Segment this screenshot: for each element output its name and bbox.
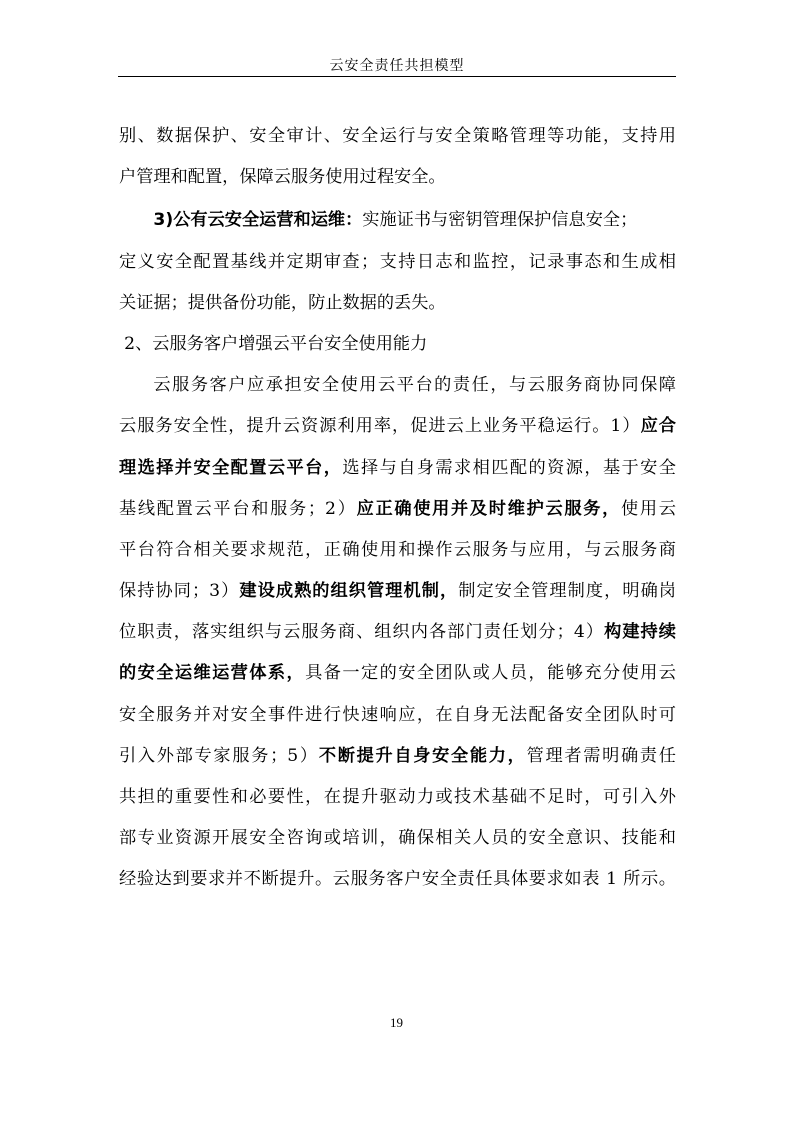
text-line bbox=[119, 489, 676, 530]
text-segment: 安全服务并对安全事件进行快速响应，在自身无法配备安全团队时可 bbox=[119, 704, 676, 725]
bold-emphasis: 3)公有云安全运营和运维： bbox=[153, 210, 363, 231]
text-line bbox=[119, 530, 676, 571]
text-segment: 实施证书与密钥管理保护信息安全； bbox=[362, 210, 638, 231]
bold-emphasis: 应合 bbox=[640, 416, 676, 437]
text-segment: 关证据；提供备份功能，防止数据的丢失。 bbox=[119, 292, 446, 313]
text-segment: 平台符合相关要求规范，正确使用和操作云服务与应用，与云服务商 bbox=[119, 539, 676, 560]
running-header: 云安全责任共担模型 bbox=[329, 58, 465, 74]
text-line bbox=[119, 612, 676, 653]
text-line bbox=[119, 859, 676, 900]
text-line bbox=[119, 157, 676, 198]
text-segment: 引入外部专家服务；5） bbox=[119, 745, 319, 766]
bold-emphasis: 构建持续 bbox=[604, 622, 676, 643]
text-segment: 别、数据保护、安全审计、安全运行与安全策略管理等功能，支持用 bbox=[119, 126, 676, 146]
text-line bbox=[119, 818, 676, 859]
document-body bbox=[119, 116, 676, 901]
text-segment: 选择与自身需求相匹配的资源，基于安全 bbox=[342, 457, 676, 478]
text-segment: 使用云 bbox=[621, 498, 676, 519]
bold-emphasis: 理选择并安全配置云平台， bbox=[119, 457, 343, 478]
bold-emphasis: 不断提升自身安全能力， bbox=[318, 745, 527, 766]
page-number: 19 bbox=[390, 1015, 403, 1030]
text-line bbox=[119, 365, 676, 406]
bold-emphasis: 的安全运维运营体系， bbox=[119, 663, 306, 684]
text-line bbox=[119, 777, 676, 818]
text-segment: 保持协同；3） bbox=[119, 581, 240, 602]
text-segment: 共担的重要性和必要性，在提升驱动力或技术基础不足时，可引入外 bbox=[119, 787, 676, 807]
text-line bbox=[119, 283, 676, 324]
text-segment: 部专业资源开展安全咨询或培训，确保相关人员的安全意识、技能和 bbox=[119, 828, 676, 849]
text-line bbox=[119, 406, 676, 447]
text-line bbox=[119, 324, 676, 365]
text-line bbox=[119, 653, 676, 694]
header-divider bbox=[118, 76, 676, 77]
text-segment: 定义安全配置基线并定期审查；支持日志和监控，记录事态和生成相 bbox=[119, 251, 676, 272]
bold-emphasis: 建设成熟的组织管理机制， bbox=[239, 581, 459, 602]
text-segment: 具备一定的安全团队或人员，能够充分使用云 bbox=[305, 663, 676, 684]
text-segment: 管理者需明确责任 bbox=[526, 745, 676, 766]
text-line bbox=[119, 571, 676, 612]
text-segment: 云服务客户应承担安全使用云平台的责任，与云服务商协同保障 bbox=[153, 375, 676, 396]
text-segment: 制定安全管理制度，明确岗 bbox=[458, 581, 676, 602]
text-segment: 云服务安全性，提升云资源利用率，促进云上业务平稳运行。1） bbox=[119, 416, 641, 437]
bold-emphasis: 应正确使用并及时维护云服务， bbox=[356, 498, 622, 519]
text-line bbox=[119, 736, 676, 777]
text-line bbox=[119, 116, 676, 157]
text-segment: 基线配置云平台和服务；2） bbox=[119, 498, 357, 519]
text-line bbox=[119, 242, 676, 283]
text-segment: 2、云服务客户增强云平台安全使用能力 bbox=[124, 333, 428, 354]
text-line bbox=[119, 695, 676, 736]
text-segment: 位职责，落实组织与云服务商、组织内各部门责任划分；4） bbox=[119, 622, 605, 643]
text-segment: 户管理和配置，保障云服务使用过程安全。 bbox=[119, 167, 446, 188]
text-line bbox=[119, 200, 676, 241]
text-line bbox=[119, 448, 676, 489]
text-segment: 经验达到要求并不断提升。云服务客户安全责任具体要求如表 1 所示。 bbox=[119, 869, 676, 890]
